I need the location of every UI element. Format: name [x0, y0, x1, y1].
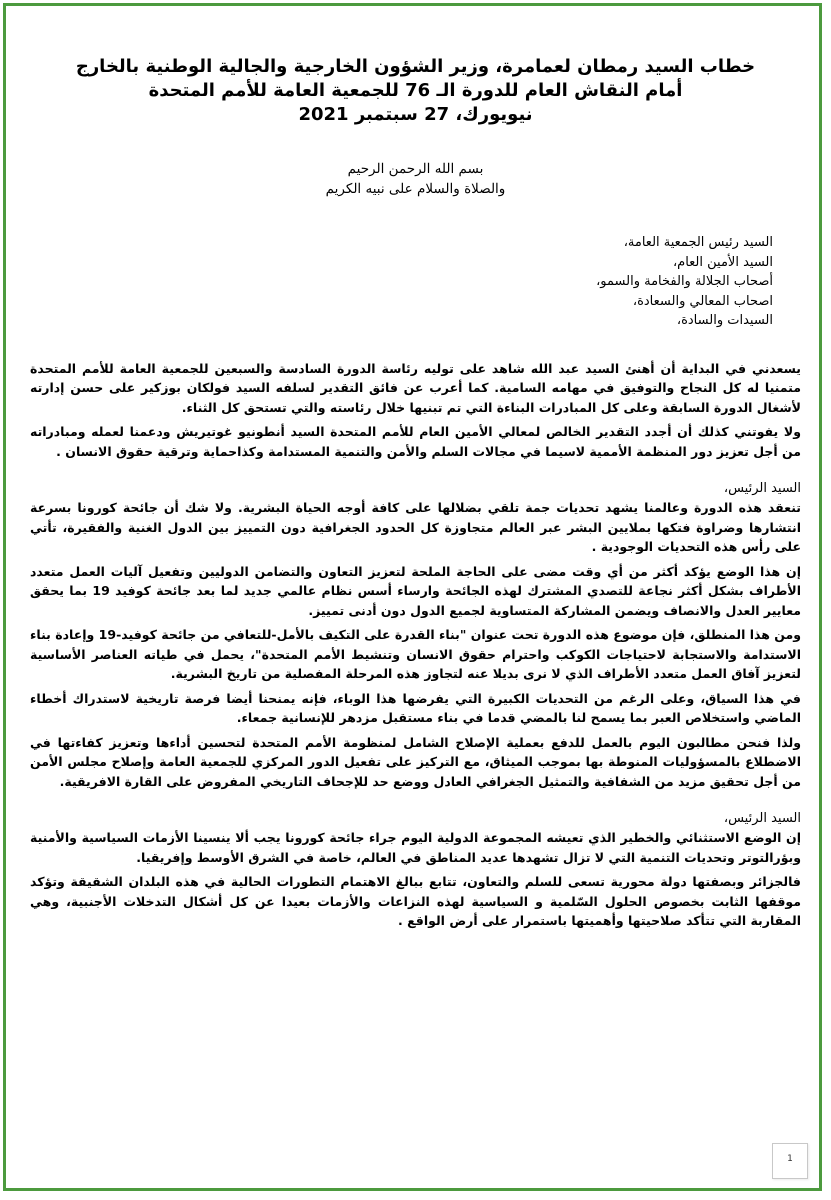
paragraph-7: ولذا فنحن مطالبون اليوم بالعمل للدفع بعملية الإصلاح الشامل لمنظومة الأمم المتحدة لتحسين أداءها وتعزيز كفاءتها في الاضطلاع بالمسؤوليات المنوطة بها بموجب الميثاق، مع التركيز على تفعيل الدور المركزي للجمعية العامة وإصلاح مجلس الأمن من أجل تحقيق مزيد من الشفافية والتمثيل الجغرافي العادل ووضع حد للإجحاف التاريخي المفروض على القارة الافريقية.	[30, 734, 801, 789]
address-label: السيد الرئيس،	[723, 811, 801, 826]
salutation-line: اصحاب المعالي والسعادة،	[632, 293, 773, 309]
paragraph-9: فالجزائر وبصفتها دولة محورية تسعى للسلم والتعاون، تتابع ببالغ الاهتمام التطورات الحالية في هذه البلدان الشقيقة وتؤكد موقفها الثابت بخصوص الحلول السّلمية و السياسية لهذه النزاعات والأزمات بعيدا عن كل أشكال التدخلات الأجنبية، وهي المقاربة التي تتأكد صلاحيتها وأهميتها باستمرار على أرض الواقع .	[30, 874, 801, 928]
paragraph-5: ومن هذا المنطلق، فإن موضوع هذه الدورة تحت عنوان "بناء القدرة على التكيف بالأمل-للتعافي من جائحة كوفيد-19 وإعادة بناء الاستدامة والاستجابة لاحتياجات الكوكب واحترام حقوق الانسان وتنشيط الأمم المتحدة"، يحمل في طياته العناصر الأساسية لتعزيز آفاق العمل متعدد الأطراف الذي لا نرى بديلا عنه لتجاوز هذه المرحلة المفصلية من تاريخ البشرية.	[30, 627, 801, 681]
title-line-1: خطاب السيد رمطان لعمامرة، وزير الشؤون الخارجية والجالية الوطنية بالخارج	[75, 56, 756, 77]
salutation-line: أصحاب الجلالة والفخامة والسمو،	[596, 274, 773, 289]
basmala-line-2: والصلاة والسلام على نبيه الكريم	[325, 181, 506, 197]
salutation-line: السيدات والسادة،	[676, 313, 773, 328]
address-label: السيد الرئيس،	[723, 481, 801, 496]
title-line-3: نيويورك، 27 سبتمبر 2021	[298, 104, 533, 125]
basmala	[30, 159, 801, 199]
salutation-line: السيد الأمين العام،	[672, 254, 773, 270]
paragraph-6: في هذا السياق، وعلى الرغم من التحديات الكبيرة التي يفرضها هذا الوباء، فإنه يمنحنا أيضا فرصة تاريخية لاستدراك أخطاء الماضي واستخلاص العبر بما يسمح لنا بالمضي قدما في بناء مستقبل مزدهر للإنسانية جمعاء.	[30, 690, 801, 725]
basmala-line-1: بسم الله الرحمن الرحيم	[347, 161, 484, 177]
salutation-line: السيد رئيس الجمعية العامة،	[623, 235, 773, 250]
paragraph-3: تنعقد هذه الدورة وعالمنا يشهد تحديات جمة تلقي بضلالها على كافة أوجه الحياة البشرية. ولا شك أن جائحة كورونا بسرعة انتشارها وضراوة فتكها بملايين البشر عبر العالم متجاوزة كل الحدود الجغرافية دون التمييز بين الدول الغنية والفقيرة، تأتي على رأس هذه التحديات الوجودية .	[30, 500, 801, 554]
title-line-2: أمام النقاش العام للدورة الـ 76 للجمعية العامة للأمم المتحدة	[148, 80, 683, 101]
paragraph-1: يسعدني في البداية أن أهنئ السيد عبد الله شاهد على توليه رئاسة الدورة السادسة والسبعين للجمعية العامة للأمم المتحدة متمنيا له كل النجاح والتوفيق في مهامه السامية. كما أعرب عن فائق التقدير لسلفه السيد فولكان بوزكير على حسن إدارته لأشغال الدورة السابقة وعلى كل المبادرات البناءة التي تم تبنيها خلال رئاسته والتي تستحق كل الثناء.	[30, 360, 801, 415]
salutation-block	[30, 233, 801, 331]
paragraph-4: إن هذا الوضع يؤكد أكثر من أي وقت مضى على الحاجة الملحة لتعزيز التعاون والتضامن الدوليين وتفعيل آليات العمل متعدد الأطراف بشكل أكثر نجاعة للتصدي المشترك لهذه الجائحة وارساء أسس نظام عالمي جديد لما بعد جائحة كوفيد 19 بما يحقق معايير العدل والانصاف ويضمن المشاركة المتساوية لجميع الدول دون أدنى تمييز.	[30, 563, 802, 618]
document-title	[30, 55, 801, 127]
page-number: 1	[772, 1143, 808, 1179]
paragraph-8: إن الوضع الاستثنائي والخطير الذي تعيشه المجموعة الدولية اليوم جراء جائحة كورونا يجب ألا ينسينا الأزمات السياسية والأمنية وبؤرالتوتر وتحديات التنمية التي لا تزال تشهدها عديد المناطق في العالم، خاصة في الشرق الأوسط وإفريقيا.	[30, 830, 801, 865]
document-page	[30, 55, 801, 931]
paragraph-2: ولا يفوتني كذلك أن أجدد التقدير الخالص لمعالي الأمين العام للأمم المتحدة السيد أنطونيو غوتيريش ودعمنا لعمله ومبادراته من أجل تعزيز دور المنظمة الأممية لاسيما في مجالات السلم والأمن والتنمية المستدامة وكذاحماية وترقية حقوق الانسان .	[30, 424, 801, 459]
